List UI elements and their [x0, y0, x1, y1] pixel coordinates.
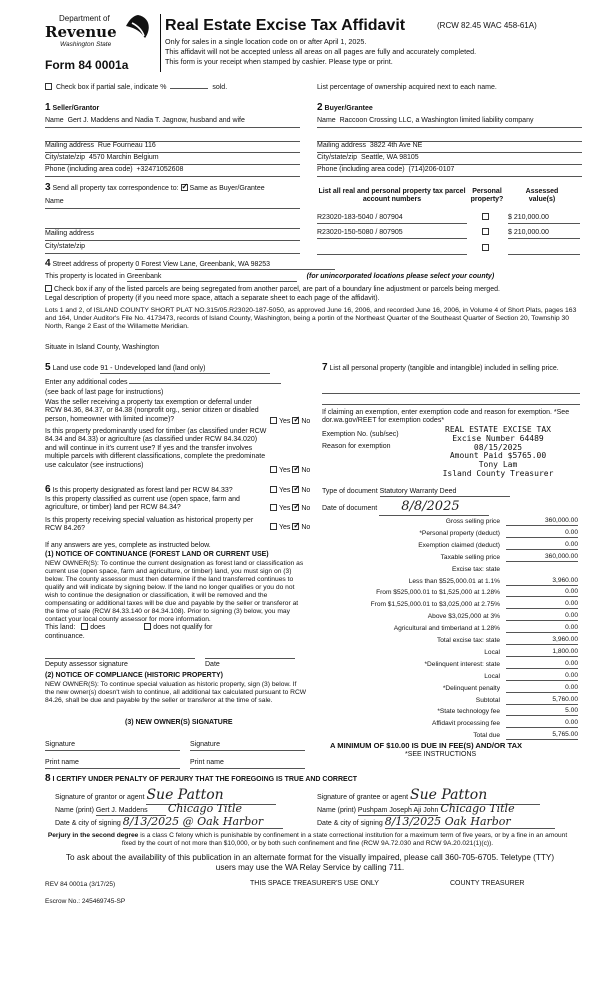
continuance-label: continuance. [45, 633, 85, 640]
partial-pct-field[interactable] [170, 88, 208, 89]
segregated-checkbox[interactable] [45, 285, 52, 292]
sec5-q1-yes[interactable] [270, 417, 277, 424]
new-owner-title: (3) NEW OWNER(S) SIGNATURE [125, 719, 233, 726]
personal-property-checkbox-1[interactable] [482, 228, 489, 235]
personal-property-checkbox-0[interactable] [482, 213, 489, 220]
doc-type-row: Type of document Statutory Warranty Deed [322, 488, 510, 497]
tax-row [322, 706, 580, 717]
notice2-title: (2) NOTICE OF COMPLIANCE (HISTORIC PROPERTY) [45, 672, 223, 679]
tax-row-value[interactable]: 0.00 [506, 529, 578, 538]
buyer-name-line2[interactable] [317, 131, 582, 142]
sec3-city-row: City/state/zip [45, 243, 300, 254]
tax-row [322, 659, 580, 670]
stamp-line-5: Tony Lam [478, 460, 518, 470]
sold-label: sold. [212, 84, 228, 91]
grantee-date-row: Date & city of signing 8/13/2025 Oak Harbor [317, 815, 587, 829]
tax-row-label: Total excise tax: state [436, 637, 500, 645]
assessed-value-1[interactable]: $ 210,000.00 [508, 229, 580, 239]
stamp-line-3: 08/15/2025 [473, 442, 523, 452]
see-back: (see back of last page for instructions) [45, 389, 164, 396]
tax-row-value[interactable]: 0.00 [506, 588, 578, 597]
grantor-date-field[interactable]: 8/13/2025 @ Oak Harbor [123, 815, 283, 829]
tax-row [322, 564, 580, 575]
seller-city-row: City/state/zip 4570 Marchin Belgium [45, 154, 300, 165]
grantor-date-row: Date & city of signing 8/13/2025 @ Oak Harbor [55, 815, 310, 829]
grantor-sig-row: Signature of grantor or agent Sue Patton [55, 787, 305, 805]
segregated-row: Check box if any of the listed parcels are being segregated from another parcel, are part of a boundary line adjustment or parcels being merged. [45, 285, 585, 294]
buyer-phone-row: Phone (including area code) (714)206-0107 [317, 166, 582, 177]
sec4-address-row: 4 Street address of property 0 Forest View Lane, Greenbank, WA 98253 [45, 258, 580, 270]
escrow-row: Escrow No.: 245469745-SP [45, 898, 126, 905]
doc-date-row: Date of document 8/8/2025 [322, 499, 489, 516]
parcel-number-1[interactable]: R23020-150-5080 / 807905 [317, 229, 467, 239]
tax-row [322, 576, 580, 587]
tax-row-label: Excise tax: state [451, 565, 500, 573]
personal-property-line-2[interactable] [322, 396, 580, 405]
grantor-agent: Chicago Title [167, 802, 243, 815]
tax-row-label: From $525,000.01 to $1,525,000 at 1.28% [376, 589, 500, 597]
min-due-text: A MINIMUM OF $10.00 IS DUE IN FEE(S) AND/OR TAX [330, 741, 523, 750]
this-land-row: This land: does does not qualify for [45, 624, 213, 631]
reason-label: Reason for exemption [322, 443, 391, 450]
tax-row-label: Local [484, 648, 500, 656]
tax-row-label: Taxable selling price [440, 553, 500, 561]
tax-row-label: Above $3,025,000 at 3% [427, 613, 500, 621]
doc-type-field[interactable]: Statutory Warranty Deed [380, 488, 510, 497]
tax-row-value[interactable]: 0.00 [506, 684, 578, 693]
grantee-signature[interactable]: Sue Patton [410, 787, 540, 805]
treasurer-stamp [418, 426, 578, 479]
grantor-name-row: Name (print) Gert J. Maddens Chicago Title [55, 802, 243, 815]
buyer-city-field[interactable]: Seattle, WA 98105 [360, 154, 419, 161]
subtitle-1: Only for sales in a single location code on or after April 1, 2025. [165, 37, 367, 46]
grantee-name-row: Name (print) Pushpam Joseph Aji John Chicago Title [317, 802, 515, 815]
does-not-qualify-checkbox[interactable] [144, 623, 151, 630]
sec6-q3-yes[interactable] [270, 523, 277, 530]
dept-line2: Revenue [45, 23, 117, 41]
tax-row-label: Subtotal [475, 696, 500, 704]
sec5-q2-yes[interactable] [270, 466, 277, 473]
tax-row-label: Local [484, 672, 500, 680]
seller-heading: 1 Seller/Grantor [45, 102, 100, 113]
tax-row-value[interactable]: 5,765.00 [506, 731, 578, 740]
buyer-mailing-field[interactable]: 3822 4th Ave NE [369, 142, 423, 149]
tax-row-label: Total due [473, 732, 500, 740]
new-owner-print-1[interactable]: Print name [45, 759, 180, 769]
located-in-field[interactable]: Greenbank [127, 273, 297, 282]
page-title: Real Estate Excise Tax Affidavit [165, 17, 406, 34]
tax-row [322, 528, 580, 539]
tax-row-label: Exemption claimed (deduct) [418, 541, 500, 549]
personal-col-header: Personal property? [470, 188, 504, 204]
tax-row-label: *Delinquent penalty [442, 684, 500, 692]
tax-row [322, 730, 580, 741]
tax-row-value[interactable]: 3,960.00 [506, 577, 578, 586]
tax-row-value[interactable]: 0.00 [506, 624, 578, 633]
tax-row-value[interactable]: 0.00 [506, 672, 578, 681]
tax-row-value[interactable]: 1,800.00 [506, 648, 578, 657]
deputy-signature-line[interactable] [45, 650, 195, 659]
deputy-date-line[interactable] [205, 650, 295, 659]
sec6-q2-answer: Yes ✓ No [270, 504, 310, 513]
sec3-heading: 3 Send all property tax correspondence to: ✓ Same as Buyer/Grantee [45, 182, 265, 194]
wa-leaf-icon [123, 14, 153, 40]
sec6-q1-answer: Yes ✓ No [270, 486, 310, 495]
notice1-title: (1) NOTICE OF CONTINUANCE (FOREST LAND OR CURRENT USE) [45, 551, 269, 558]
tax-row-value[interactable]: 0.00 [506, 660, 578, 669]
treasurer-use: THIS SPACE TREASURER'S USE ONLY [250, 880, 379, 887]
doc-date-field[interactable]: 8/8/2025 [379, 499, 489, 516]
stamp-line-6: Island County Treasurer [442, 468, 554, 478]
sec5-q2: Is this property predominantly used for timber (as classified under RCW 84.34 and 84.33) or agriculture (as classified under RCW 84.34.020) and will continue in it's current use? If yes and the transfer involves multiple parcels with different classifications, complete the predominate use calculator (see instructions) [45, 428, 267, 469]
buyer-phone-field[interactable]: (714)206-0107 [408, 166, 455, 173]
tax-row-value[interactable]: 0.00 [506, 612, 578, 621]
partial-sale-checkbox[interactable] [45, 83, 52, 90]
tax-row-value[interactable]: 0.00 [506, 541, 578, 550]
tax-row [322, 647, 580, 658]
seller-mailing-field[interactable]: Rue Fourneau 116 [97, 142, 156, 149]
tax-row-value[interactable]: 360,000.00 [506, 517, 578, 526]
seller-mailing-row: Mailing address Rue Fourneau 116 [45, 142, 300, 153]
tax-row-label: Affidavit processing fee [431, 720, 500, 728]
tax-row-label: *Personal property (deduct) [419, 529, 500, 537]
sec6-q1: 6 Is this property designated as forest land per RCW 84.33? [45, 484, 233, 495]
personal-property-line-1[interactable] [322, 385, 580, 394]
tax-row-label: Gross selling price [445, 518, 500, 526]
seller-phone-row: Phone (including area code) +32471052608 [45, 166, 300, 177]
new-owner-print-2[interactable]: Print name [190, 759, 305, 769]
deputy-label: Deputy assessor signature [45, 661, 128, 668]
sec6-q2-yes[interactable] [270, 504, 277, 511]
notice1-text: NEW OWNER(S): To continue the current designation as forest land or classification as current use (open space, farm and agriculture, or timber) land, you must sign on (3) below. The county assessor must then determine if the land transferred continues to qualify and will indicate by signing below. If the land no longer qualifies or you do not wish to continue the designation or classification, it will be removed and the compensating or additional taxes will be due and payable by the seller or transferor at the time of sale (RCW 84.33.140 or 84.34.108). Prior to signing (3) below, you may contact your local county assessor for more information. [45, 560, 304, 624]
tax-row-label: Less than $525,000.01 at 1.1% [408, 577, 500, 585]
stamp-line-1: REAL ESTATE EXCISE TAX [445, 425, 551, 434]
rev-number: REV 84 0001a (3/17/25) [45, 881, 116, 888]
sec3-mailing-row: Mailing address [45, 230, 300, 241]
tax-row [322, 611, 580, 622]
tax-row-value[interactable]: 5.00 [506, 707, 578, 716]
tax-row [322, 671, 580, 682]
stamp-line-2: Excise Number 64489 [452, 433, 544, 443]
buyer-heading: 2 Buyer/Grantee [317, 102, 373, 113]
tax-row [322, 599, 580, 610]
escrow-number: 245469745-SP [81, 898, 126, 905]
tax-row [322, 587, 580, 598]
sec5-q2-no[interactable] [292, 466, 299, 473]
sec7-heading: 7 List all personal property (tangible and intangible) included in selling price. [322, 362, 559, 373]
assessed-col-header: Assessed value(s) [525, 188, 559, 204]
buyer-city-row: City/state/zip Seattle, WA 98105 [317, 154, 582, 165]
seller-phone-field[interactable]: +32471052608 [136, 166, 184, 173]
tax-row-label: From $1,525,000.01 to $3,025,000 at 2.75% [370, 601, 500, 609]
situate: Situate in Island County, Washington [45, 344, 160, 351]
buyer-mailing-row: Mailing address 3822 4th Ave NE [317, 142, 582, 153]
grantor-name-field[interactable]: Gert J. Maddens [96, 807, 166, 816]
sec4-located-row: This property is located in Greenbank (for unincorporated locations please select your county) [45, 273, 580, 282]
seller-name-row: Name Gert J. Maddens and Nadia T. Jagnow, husband and wife [45, 117, 300, 128]
sec6-q3-no[interactable] [292, 523, 299, 530]
new-owner-sig-2[interactable]: Signature [190, 741, 305, 751]
tax-row-label: *Delinquent interest: state [424, 660, 500, 668]
sec5-code-row: 5 Land use code 91 - Undeveloped land (land only) [45, 362, 305, 374]
alt-format-text: To ask about the availability of this publication in an alternate format for the visually impaired, please call 360-705-6705. Teletype (TTY) users may use the WA Relay Service by calling 711. [65, 853, 555, 872]
header-divider [160, 14, 161, 72]
sec3-name-line2[interactable] [45, 218, 300, 229]
tax-row [322, 552, 580, 563]
sec6-q1-no[interactable] [292, 486, 299, 493]
sec6-q3-answer: Yes ✓ No [270, 523, 310, 532]
parcel-number-2[interactable] [317, 245, 467, 255]
deputy-date-label: Date [205, 661, 220, 668]
tax-row [322, 516, 580, 527]
subtitle-2: This affidavit will not be accepted unless all areas on all pages are fully and accurately completed. [165, 47, 477, 56]
tax-row-value[interactable]: 3,960.00 [506, 636, 578, 645]
new-owner-sig-1[interactable]: Signature [45, 741, 180, 751]
notice2-text: NEW OWNER(S): To continue special valuation as historic property, sign (3) below. If the new owner(s) doesn't wish to continue, all additional tax calculated pursuant to RCW 84.26, shall be due and payable by the seller or transferor at the time of sale. [45, 681, 307, 705]
if-yes-text: If any answers are yes, complete as instructed below. [45, 542, 211, 549]
exemption-text: If claiming an exemption, enter exemption code and reason for exemption. *See dor.wa.gov/REET for exemption codes* [322, 409, 570, 425]
seller-city-field[interactable]: 4570 Marchin Belgium [88, 154, 159, 161]
legal-label: Legal description of property (if you need more space, attach a separate sheet to each page of the affidavit). [45, 295, 380, 302]
perjury-text: Perjury in the second degree is a class C felony which is punishable by confinement in a state correctional institution for a maximum term of five years, or by a fine in an amount fixed by the court of not more than $10,000, or by both such confinement and fine (RCW 9A.72.030 and RCW 9A.20.021(1)(c)). [47, 832, 568, 847]
stamp-line-4: Amount Paid $5765.00 [449, 451, 547, 461]
legal-description[interactable]: Lots 1 and 2, of ISLAND COUNTY SHORT PLAT NO.315/05.R23020-187-5050, as approved June 16, 2006, and recorded June 16, 2006, in Volume 4 of Short Plats, pages 163 and 164, Under Auditor's File No. 4173473, records of Island County, Washington, being a portin of the Northeast Quarter of the Southeast Quarter of Section 20, Township 30 North, Range 2 East of the Willamette Meridian. [45, 307, 577, 331]
tax-row [322, 695, 580, 706]
tax-row-label: *State technology fee [437, 708, 500, 716]
assessed-value-0[interactable]: $ 210,000.00 [508, 214, 580, 224]
sec5-q2-answer: Yes ✓ No [270, 466, 310, 475]
dor-logo [45, 14, 160, 54]
assessed-value-2[interactable] [508, 245, 580, 255]
dept-line3: Washington State [60, 41, 112, 48]
tax-row [322, 635, 580, 646]
form-number: Form 84 0001a [45, 58, 129, 72]
grantee-sig-row: Signature of grantee or agent Sue Patton [317, 787, 587, 805]
does-qualify-checkbox[interactable] [81, 623, 88, 630]
land-use-code-field[interactable]: 91 - Undeveloped land (land only) [100, 365, 270, 374]
additional-codes-field[interactable] [129, 383, 281, 384]
rcw-ref: (RCW 82.45 WAC 458-61A) [437, 21, 537, 30]
county-treasurer: COUNTY TREASURER [450, 880, 525, 887]
tax-row-value[interactable]: 0.00 [506, 600, 578, 609]
personal-property-checkbox-2[interactable] [482, 244, 489, 251]
tax-row [322, 540, 580, 551]
grantee-name-field[interactable]: Pushpam Joseph Aji John [358, 807, 439, 816]
sec6-q1-yes[interactable] [270, 486, 277, 493]
sec6-q2: Is this property classified as current use (open space, farm and agriculture, or timber) land per RCW 84.34? [45, 496, 240, 512]
certify-row: 8 I CERTIFY UNDER PENALTY OF PERJURY THAT THE FOREGOING IS TRUE AND CORRECT [45, 773, 358, 784]
sec6-q2-no[interactable] [292, 504, 299, 511]
partial-sale-row [45, 83, 227, 92]
dept-line1: Department of [59, 14, 110, 23]
tax-row [322, 718, 580, 729]
grantee-date-field[interactable]: 8/13/2025 Oak Harbor [385, 815, 555, 829]
sec5-q1-no[interactable] [292, 417, 299, 424]
parcel-number-0[interactable]: R23020-183-5040 / 807904 [317, 214, 467, 224]
buyer-name-row: Name Raccoon Crossing LLC, a Washington limited liability company [317, 117, 582, 128]
grantor-signature[interactable]: Sue Patton [146, 787, 276, 805]
tax-row-value[interactable]: 0.00 [506, 719, 578, 728]
sec6-q3: Is this property receiving special valuation as historical property per RCW 84.26? [45, 517, 254, 533]
sec5-q1-answer: Yes ✓ No [270, 417, 310, 426]
tax-row [322, 623, 580, 634]
ownership-note: List percentage of ownership acquired next to each name. [317, 84, 497, 91]
seller-name-line2[interactable] [45, 131, 300, 142]
tax-row [322, 683, 580, 694]
buyer-name-field[interactable]: Raccoon Crossing LLC, a Washington limited liability company [339, 117, 534, 124]
see-instructions: *SEE INSTRUCTIONS [405, 751, 477, 758]
sec3-name-row: Name [45, 198, 300, 209]
seller-name-field[interactable]: Gert J. Maddens and Nadia T. Jagnow, husband and wife [67, 117, 245, 124]
exemption-no-label: Exemption No. (sub/sec) [322, 431, 399, 438]
grantee-agent: Chicago Title [440, 802, 515, 815]
tax-row-label: Agricultural and timberland at 1.28% [393, 625, 500, 633]
parcel-col-header: List all real and personal property tax parcel account numbers [318, 188, 466, 204]
property-address-field[interactable]: 0 Forest View Lane, Greenbank, WA 98253 [135, 261, 335, 270]
tax-row-value[interactable]: 5,760.00 [506, 696, 578, 705]
partial-sale-label: Check box if partial sale, indicate % [55, 84, 167, 91]
additional-codes-row: Enter any additional codes [45, 379, 305, 387]
tax-row-value[interactable]: 360,000.00 [506, 553, 578, 562]
same-as-buyer-checkbox[interactable] [181, 184, 188, 191]
sec5-q1: Was the seller receiving a property tax exemption or deferral under RCW 84.36, 84.37, or 84.38 (nonprofit org., senior citizen or disabled person, homeowner with limited income)? [45, 399, 259, 423]
subtitle-3: This form is your receipt when stamped by cashier. Please type or print. [165, 57, 393, 66]
